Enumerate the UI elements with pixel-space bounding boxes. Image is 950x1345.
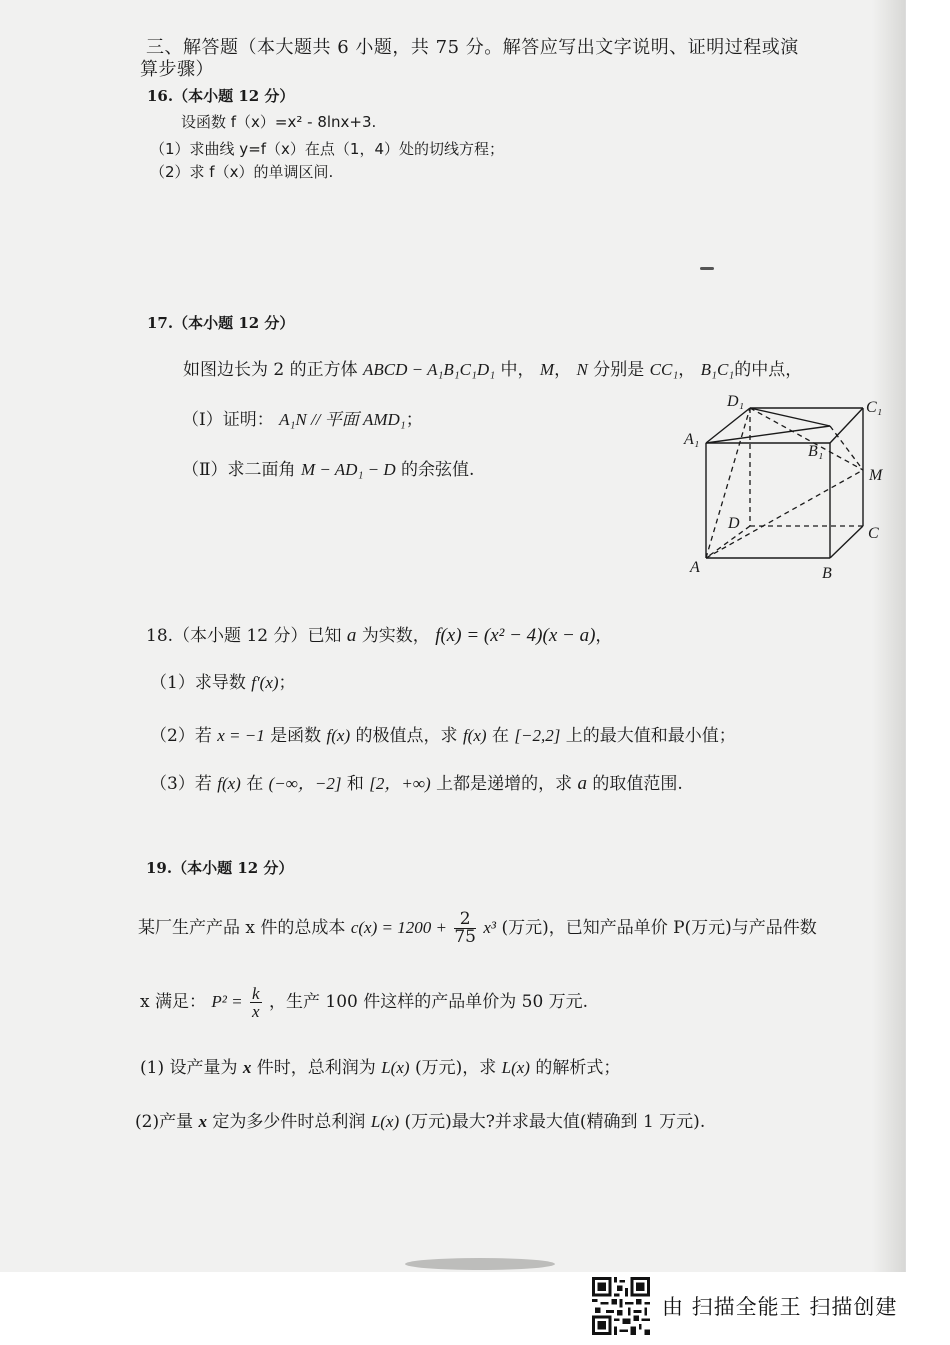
- q19-p1-mid: 件时，总利润为: [256, 1058, 376, 1078]
- q19-line2-post: ，生产 100 件这样的产品单价为 50 万元.: [268, 992, 589, 1012]
- q18-p2-label: （2）若: [150, 726, 212, 746]
- label-a: A: [690, 559, 700, 576]
- q18-part2: [150, 726, 736, 746]
- q18-p2-x: x = −1: [217, 726, 265, 745]
- q19-p1-mid2: (万元)，求: [414, 1058, 497, 1078]
- q18-p3-int2: [2，+∞): [369, 774, 431, 793]
- label-c: C: [868, 525, 879, 542]
- q18-func: f(x) = (x² − 4)(x − a): [435, 625, 596, 646]
- q19-k: k: [252, 984, 260, 1003]
- q18-p3-label: （3）若: [150, 774, 212, 794]
- q19-part1: [140, 1058, 620, 1078]
- q19-stem-mid: (万元)，已知产品单价 P(万元)与产品件数: [501, 918, 817, 938]
- qr-code-icon: [590, 1277, 652, 1335]
- q18-header-end: ，: [595, 626, 613, 646]
- label-b: B: [822, 565, 832, 582]
- q17-p1-end: ；: [405, 410, 423, 430]
- q18-p1-end: ；: [278, 673, 296, 693]
- q18-p3-end: 的取值范围.: [592, 774, 683, 794]
- scan-speck: [700, 267, 714, 270]
- q19-p2-end: (万元)最大?并求最大值(精确到 1 万元).: [404, 1112, 706, 1132]
- q18-header: [146, 626, 612, 646]
- q17-n: N: [576, 360, 588, 379]
- q17-stem-mid2: 分别是: [593, 360, 645, 380]
- q16-header: 16.（本小题 12 分）: [147, 87, 295, 105]
- q16-stem: 设函数 f（x）=x² - 8lnx+3.: [181, 113, 377, 131]
- q18-p3-a: a: [577, 773, 587, 794]
- q19-frac-num: 2: [454, 911, 476, 929]
- q19-p-fraction: [250, 985, 262, 1020]
- q17-m: M: [539, 360, 555, 379]
- q19-p2-mid: 定为多少件时总利润: [212, 1112, 366, 1132]
- label-d: D: [728, 515, 740, 532]
- q19-stem: [138, 908, 817, 948]
- label-b1: B₁: [808, 443, 824, 460]
- q18-p2-end: 上的最大值和最小值；: [565, 726, 736, 746]
- q19-header: 19.（本小题 12 分）: [146, 859, 294, 877]
- q19-p1-pre: (1) 设产量为: [140, 1058, 238, 1078]
- q17-stem-post: 的中点，: [734, 360, 803, 380]
- q17-sep: ，: [554, 360, 572, 380]
- q19-cost-fraction: [454, 911, 476, 946]
- q17-part1: [182, 410, 423, 430]
- q19-xden: x: [252, 1002, 260, 1021]
- q19-frac-den: 75: [454, 927, 476, 947]
- q18-p3-fx: f(x): [217, 774, 241, 793]
- q19-stem-pre: 某厂生产产品 x 件的总成本: [138, 918, 346, 938]
- q18-part1: [150, 673, 296, 693]
- q17-p2-label: （Ⅱ）求二面角: [182, 460, 296, 480]
- scan-smudge: [405, 1258, 555, 1270]
- label-m: M: [869, 467, 883, 484]
- q19-p2-pre: (2)产量: [135, 1112, 194, 1132]
- q19-p1-end: 的解析式；: [535, 1058, 621, 1078]
- q19-p1-l: L(x): [381, 1058, 410, 1077]
- q17-comma: ，: [678, 360, 696, 380]
- q19-p2-x: x: [198, 1112, 207, 1131]
- q19-p2-l: L(x): [370, 1112, 400, 1131]
- q19-cost-lhs: c(x) = 1200 +: [350, 918, 447, 937]
- q17-p1-label: （Ⅰ）证明：: [182, 410, 274, 430]
- q17-part2: [182, 460, 474, 480]
- q17-stem: [183, 360, 802, 380]
- q18-header-mid: 为实数，: [361, 626, 430, 646]
- q18-p2-mid3: 在: [491, 726, 509, 746]
- q16-part1: （1）求曲线 y=f（x）在点（1，4）处的切线方程；: [150, 140, 505, 158]
- page-edge-shadow: [872, 0, 905, 1272]
- label-a1: A₁: [684, 431, 700, 448]
- section-title-cont: 算步骤）: [140, 59, 214, 80]
- cube-figure: [680, 388, 895, 588]
- q17-p2-end: 的余弦值.: [401, 460, 475, 480]
- q18-p2-fx: f(x): [326, 726, 351, 745]
- q18-p3-mid2: 上都是递增的，求: [436, 774, 573, 794]
- q18-part3: [150, 774, 683, 794]
- q18-p2-fx2: f(x): [462, 726, 487, 745]
- q17-p2-math: M − AD₁ − D: [300, 460, 396, 479]
- q19-line2-pre: x 满足：: [140, 992, 206, 1012]
- q18-p1-math: f′(x): [251, 673, 279, 692]
- q17-stem-pre: 如图边长为 2 的正方体: [183, 360, 358, 380]
- q18-p3-mid: 在: [246, 774, 264, 794]
- q17-p1-math: A₁N // 平面 AMD₁: [279, 410, 406, 429]
- q18-p2-mid: 是函数: [270, 726, 322, 746]
- q18-p1-label: （1）求导数: [150, 673, 246, 693]
- q17-cc1: CC₁: [649, 360, 679, 379]
- q17-b1c1: B₁C₁: [700, 360, 735, 379]
- q16-part2: （2）求 f（x）的单调区间.: [150, 163, 334, 181]
- watermark-text: 由 扫描全能王 扫描创建: [662, 1295, 898, 1319]
- q18-p3-int1: (−∞，−2]: [268, 774, 342, 793]
- q18-p3-and: 和: [346, 774, 364, 794]
- q19-p-lhs: P² =: [211, 992, 243, 1011]
- q19-p1-x: x: [242, 1058, 252, 1077]
- scanner-watermark: [590, 1275, 935, 1335]
- label-d1: D₁: [727, 393, 745, 410]
- q17-cube: ABCD − A₁B₁C₁D₁: [363, 360, 496, 379]
- q18-a: a: [346, 625, 357, 646]
- section-title: 三、解答题（本大题共 6 小题，共 75 分。解答应写出文字说明、证明过程或演: [146, 37, 799, 58]
- label-c1: C₁: [866, 399, 883, 416]
- q17-header: 17.（本小题 12 分）: [147, 314, 295, 332]
- q19-p1-l2: L(x): [501, 1058, 530, 1077]
- q18-p2-interval: [−2,2]: [514, 726, 561, 745]
- q19-part2: [135, 1112, 705, 1132]
- q18-header-text: 18.（本小题 12 分）已知: [146, 626, 342, 646]
- q19-line2: [140, 982, 588, 1022]
- q19-cost-tail: x³: [483, 918, 497, 937]
- q18-p2-mid2: 的极值点，求: [355, 726, 458, 746]
- q17-stem-mid: 中，: [500, 360, 535, 380]
